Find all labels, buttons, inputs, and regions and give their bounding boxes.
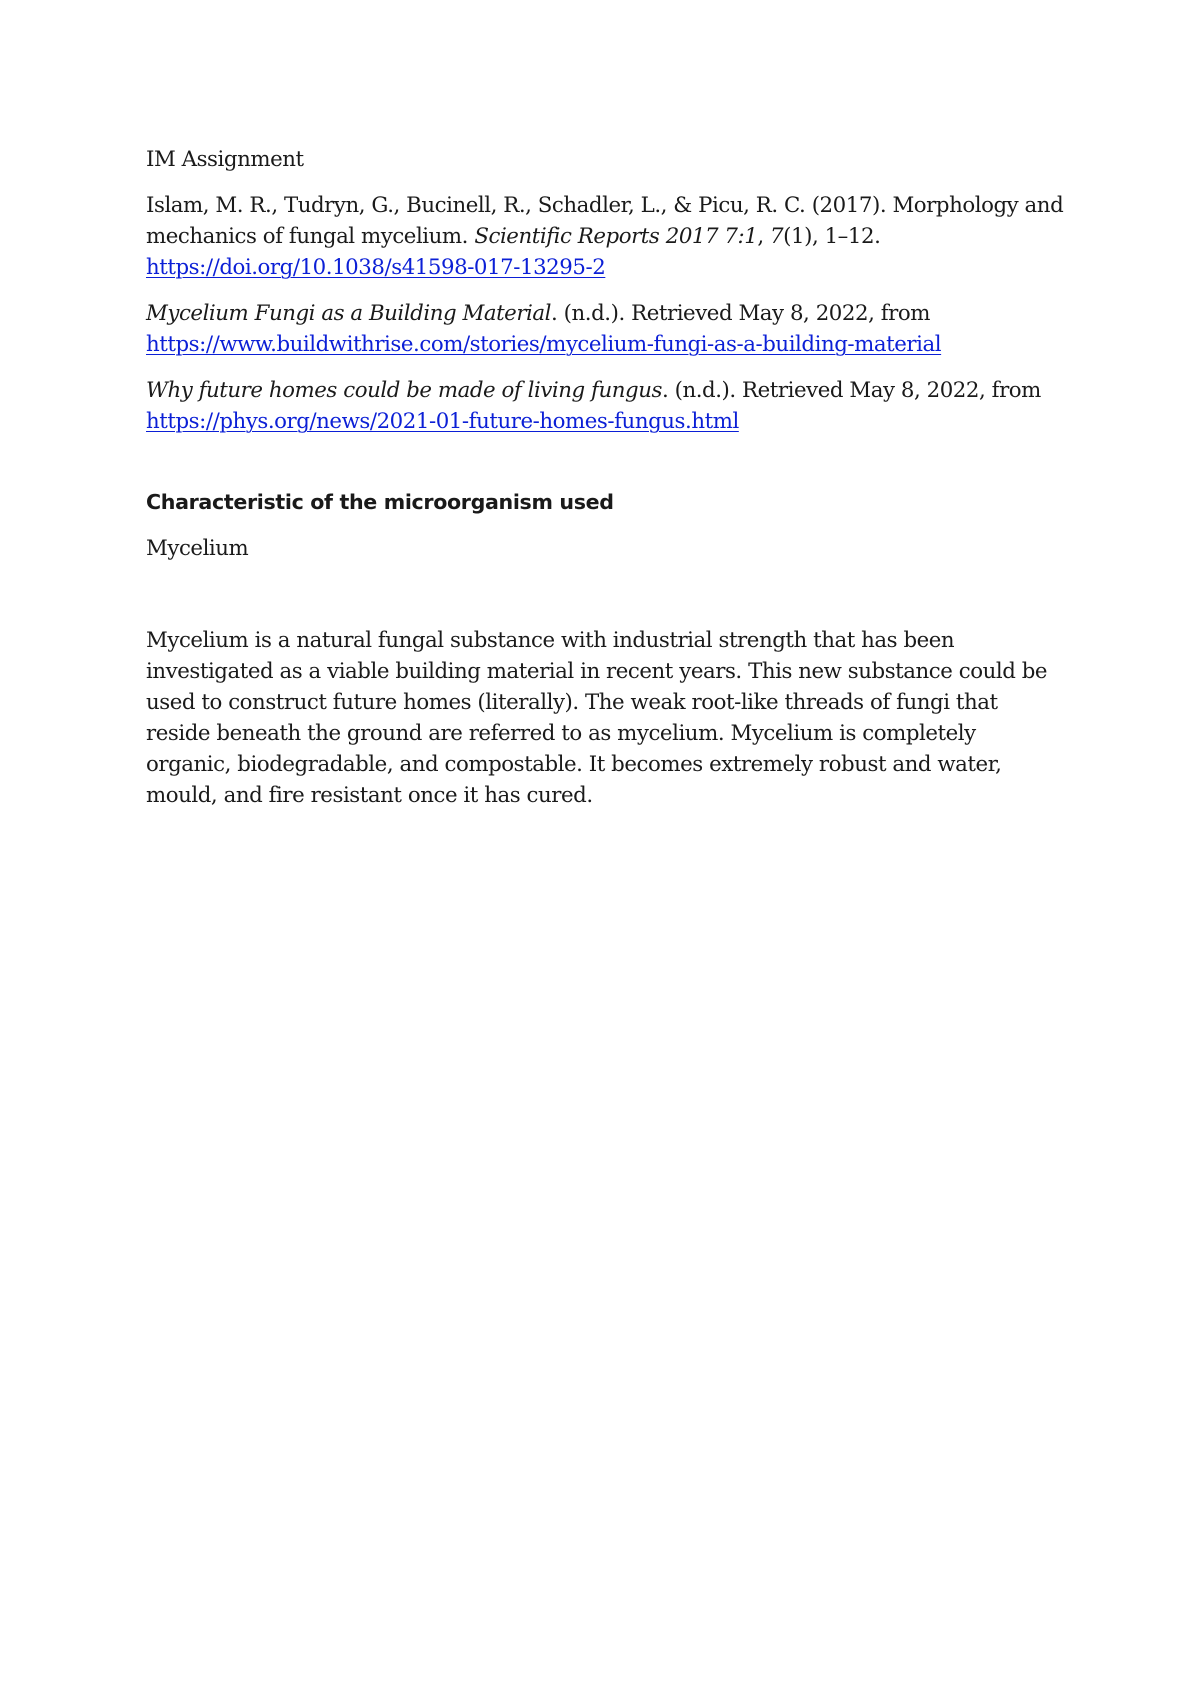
reference-2-retrieved: . (n.d.). Retrieved May 8, 2022, from (551, 301, 931, 326)
reference-2-link[interactable]: https://www.buildwithrise.com/stories/mycelium-fungi-as-a-building-material (146, 332, 942, 357)
reference-3-retrieved: . (n.d.). Retrieved May 8, 2022, from (661, 378, 1041, 403)
document-title: IM Assignment (146, 147, 304, 172)
reference-1-authors-title: Islam, M. R., Tudryn, G., Bucinell, R., Schadler, L., & Picu, R. C. (2017). Morphology and mechanics of fungal mycelium. (146, 193, 1064, 249)
reference-1-journal: Scientific Reports 2017 7:1 (474, 224, 758, 249)
reference-2 (146, 298, 1066, 360)
reference-3-title: Why future homes could be made of living fungus (146, 378, 662, 403)
section-heading: Characteristic of the microorganism used (146, 490, 614, 514)
reference-1-volume: 7 (770, 224, 784, 249)
reference-3 (146, 375, 1066, 437)
document-body (146, 144, 1066, 826)
blank-line (146, 579, 1066, 625)
reference-1-link[interactable]: https://doi.org/10.1038/s41598-017-13295-2 (146, 255, 606, 280)
organism-name: Mycelium (146, 536, 249, 561)
reference-3-link[interactable]: https://phys.org/news/2021-01-future-homes-fungus.html (146, 409, 739, 434)
reference-1 (146, 190, 1066, 283)
reference-1-pages: (1), 1–12. (783, 224, 881, 249)
reference-1-separator: , (757, 224, 771, 249)
description-paragraph: Mycelium is a natural fungal substance with industrial strength that has been investigated as a viable building material in recent years. This new substance could be used to construct future homes (literally). The weak root-like threads of fungi that reside beneath the ground are referred to as mycelium. Mycelium is completely organic, biodegradable, and compostable. It becomes extremely robust and water, mould, and fire resistant once it has cured. (146, 628, 1048, 808)
reference-2-title: Mycelium Fungi as a Building Material (146, 301, 552, 326)
